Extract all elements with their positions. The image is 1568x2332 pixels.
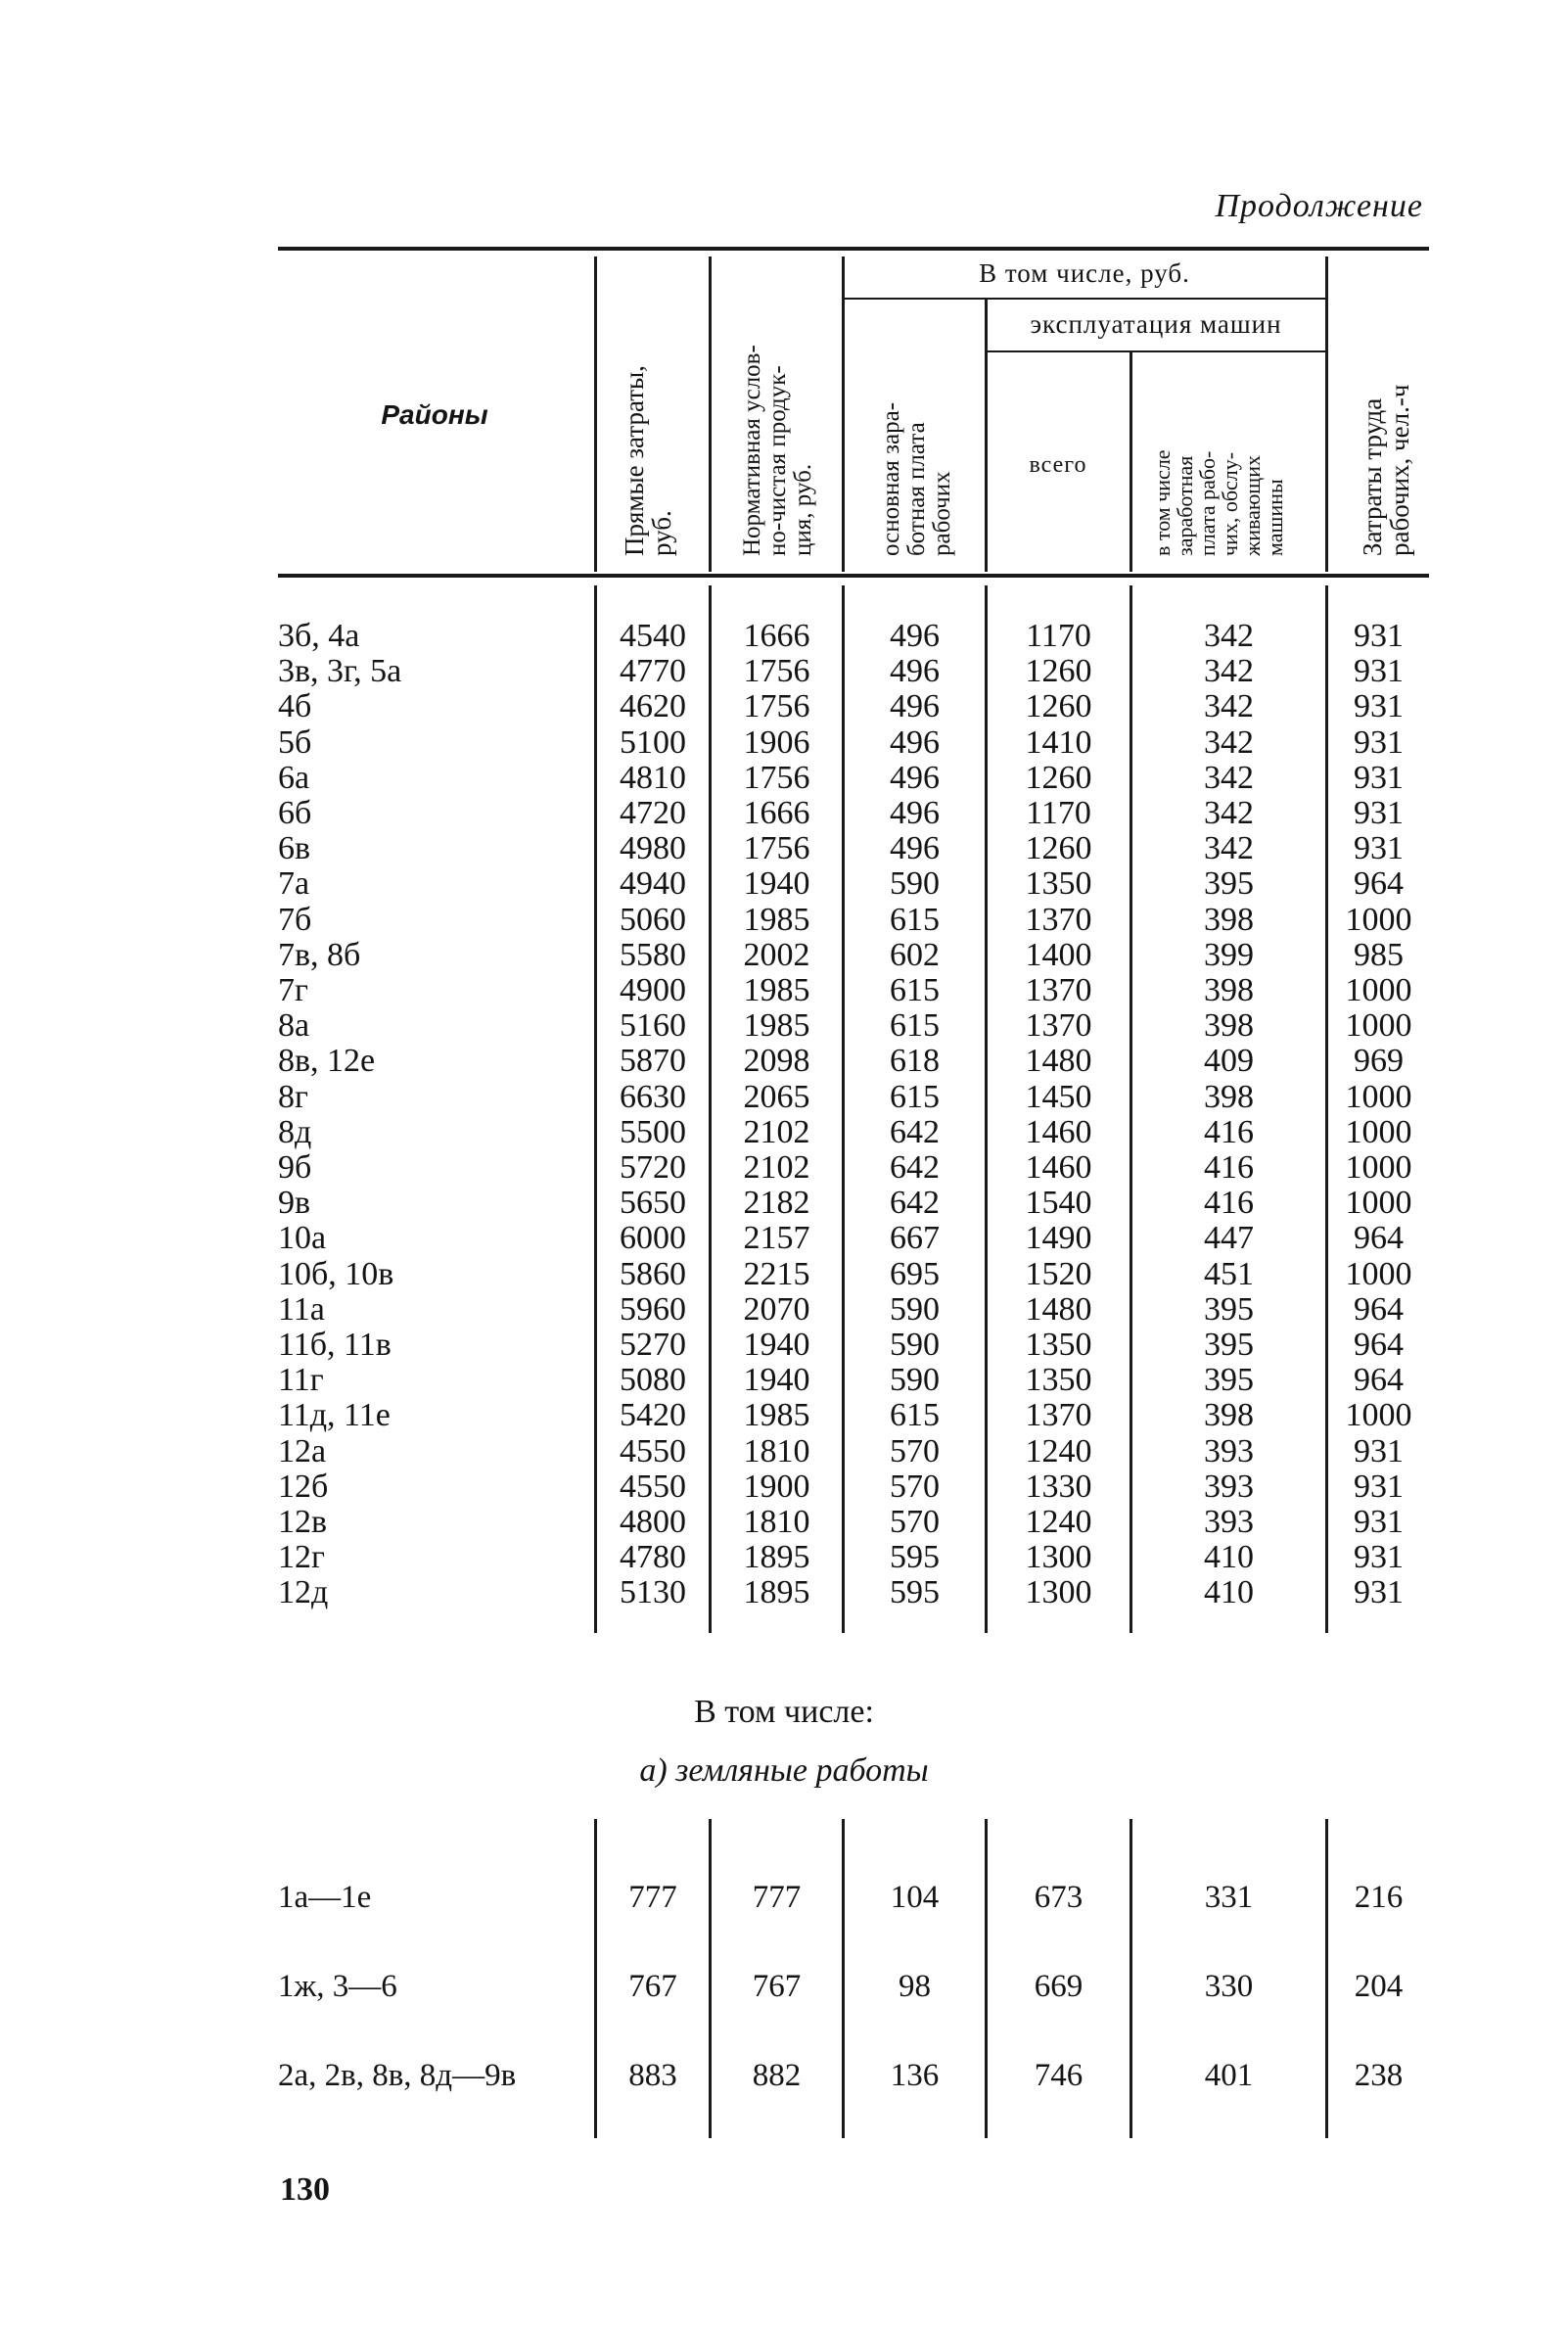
table-row xyxy=(0,1080,1568,1115)
section-heading: В том числе: xyxy=(694,1694,874,1730)
table-row xyxy=(0,1967,1568,2006)
labor-cell: 1000 xyxy=(1345,1007,1412,1045)
mwages-cell: 342 xyxy=(1204,653,1254,690)
mwages-cell: 331 xyxy=(1204,1880,1254,1915)
output-cell: 2098 xyxy=(743,1043,810,1080)
district-cell: 11а xyxy=(278,1290,325,1328)
labor-cell: 931 xyxy=(1354,1539,1404,1576)
direct-cell: 5580 xyxy=(620,936,686,973)
direct-cell: 5870 xyxy=(620,1043,686,1080)
total-cell: 673 xyxy=(1034,1880,1084,1915)
wages-cell: 104 xyxy=(890,1880,940,1915)
wages-cell: 595 xyxy=(890,1574,940,1611)
output-cell: 777 xyxy=(752,1880,802,1915)
district-cell: 6в xyxy=(278,830,311,867)
wages-cell: 615 xyxy=(890,1007,940,1045)
wages-cell: 496 xyxy=(890,618,940,654)
mwages-cell: 410 xyxy=(1204,1539,1254,1576)
output-cell: 1810 xyxy=(743,1504,810,1540)
direct-cell: 5100 xyxy=(620,723,686,761)
output-cell: 2002 xyxy=(743,936,810,973)
output-cell: 1985 xyxy=(743,1397,810,1434)
total-cell: 1170 xyxy=(1026,795,1091,831)
output-cell: 1906 xyxy=(743,723,810,761)
district-cell: 11г xyxy=(278,1362,324,1399)
total-cell: 1370 xyxy=(1025,972,1092,1008)
district-cell: 6б xyxy=(278,795,312,831)
mwages-cell: 395 xyxy=(1204,865,1254,903)
wages-cell: 590 xyxy=(890,865,940,903)
wages-cell: 570 xyxy=(890,1432,940,1469)
output-cell: 1756 xyxy=(743,653,810,690)
total-cell: 746 xyxy=(1034,2058,1084,2093)
labor-cell: 985 xyxy=(1354,936,1404,973)
total-cell: 1480 xyxy=(1025,1290,1092,1328)
wages-cell: 496 xyxy=(890,653,940,690)
mwages-cell: 393 xyxy=(1204,1504,1254,1540)
table-row xyxy=(0,1186,1568,1221)
output-cell: 882 xyxy=(752,2058,802,2093)
mwages-cell: 398 xyxy=(1204,901,1254,938)
col-divider xyxy=(594,257,597,572)
table-row xyxy=(0,1292,1568,1328)
output-cell: 2102 xyxy=(743,1113,810,1150)
continued-label: Продолжение xyxy=(1215,188,1423,224)
labor-cell: 1000 xyxy=(1345,1149,1412,1186)
district-cell: 3в, 3г, 5а xyxy=(278,653,402,690)
total-cell: 1260 xyxy=(1025,688,1092,725)
wages-cell: 496 xyxy=(890,795,940,831)
table-row xyxy=(0,1398,1568,1433)
wages-cell: 590 xyxy=(890,1327,940,1363)
mwages-cell: 342 xyxy=(1204,688,1254,725)
table-row xyxy=(0,1044,1568,1079)
labor-cell: 204 xyxy=(1354,1969,1404,2004)
header-direct-costs: Прямые затраты, руб. xyxy=(620,365,676,556)
wages-cell: 695 xyxy=(890,1255,940,1292)
output-cell: 1940 xyxy=(743,1362,810,1399)
direct-cell: 5650 xyxy=(620,1185,686,1222)
district-cell: 8а xyxy=(278,1007,310,1045)
mwages-cell: 342 xyxy=(1204,795,1254,831)
header-subrule xyxy=(987,350,1325,352)
total-cell: 1300 xyxy=(1025,1539,1092,1576)
table-row xyxy=(0,1469,1568,1505)
total-cell: 1260 xyxy=(1025,759,1092,796)
header-labor-costs: Затраты труда рабочих, чел.-ч xyxy=(1358,384,1414,556)
direct-cell: 5060 xyxy=(620,901,686,938)
total-cell: 1170 xyxy=(1026,618,1091,654)
output-cell: 1940 xyxy=(743,865,810,903)
mwages-cell: 399 xyxy=(1204,936,1254,973)
col-divider xyxy=(842,257,845,572)
district-cell: 1а—1е xyxy=(278,1880,372,1915)
total-cell: 1520 xyxy=(1025,1255,1092,1292)
mwages-cell: 398 xyxy=(1204,1397,1254,1434)
total-cell: 1370 xyxy=(1025,1397,1092,1434)
total-cell: 1460 xyxy=(1025,1149,1092,1186)
table-row xyxy=(0,1221,1568,1256)
output-cell: 2157 xyxy=(743,1220,810,1257)
district-cell: 4б xyxy=(278,688,312,725)
district-cell: 12д xyxy=(278,1574,329,1611)
wages-cell: 496 xyxy=(890,723,940,761)
table-row xyxy=(0,831,1568,866)
mwages-cell: 416 xyxy=(1204,1185,1254,1222)
direct-cell: 5420 xyxy=(620,1397,686,1434)
district-cell: 7г xyxy=(278,972,308,1008)
header-district: Районы xyxy=(381,399,488,430)
district-cell: 12б xyxy=(278,1468,329,1505)
page-number: 130 xyxy=(280,2171,330,2208)
labor-cell: 931 xyxy=(1354,1468,1404,1505)
direct-cell: 4900 xyxy=(620,972,686,1008)
output-cell: 1985 xyxy=(743,901,810,938)
mwages-cell: 330 xyxy=(1204,1969,1254,2004)
output-cell: 1900 xyxy=(743,1468,810,1505)
wages-cell: 570 xyxy=(890,1504,940,1540)
total-cell: 669 xyxy=(1034,1969,1084,2004)
total-cell: 1400 xyxy=(1025,936,1092,973)
table-row xyxy=(0,1540,1568,1575)
mwages-cell: 342 xyxy=(1204,618,1254,654)
labor-cell: 931 xyxy=(1354,1574,1404,1611)
table-row xyxy=(0,1575,1568,1610)
header-machine-operation: эксплуатация машин xyxy=(1030,309,1282,339)
labor-cell: 969 xyxy=(1354,1043,1404,1080)
labor-cell: 1000 xyxy=(1345,1078,1412,1115)
wages-cell: 642 xyxy=(890,1113,940,1150)
wages-cell: 602 xyxy=(890,936,940,973)
district-cell: 12а xyxy=(278,1432,327,1469)
output-cell: 767 xyxy=(752,1969,802,2004)
col-divider xyxy=(1325,257,1328,572)
output-cell: 1666 xyxy=(743,795,810,831)
table-row xyxy=(0,1115,1568,1150)
header-normative-output: Нормативная услов- но-чистая продук- ция, руб. xyxy=(739,345,816,556)
total-cell: 1480 xyxy=(1025,1043,1092,1080)
direct-cell: 5500 xyxy=(620,1113,686,1150)
district-cell: 10а xyxy=(278,1220,327,1257)
labor-cell: 216 xyxy=(1354,1880,1404,1915)
direct-cell: 5270 xyxy=(620,1327,686,1363)
total-cell: 1260 xyxy=(1025,830,1092,867)
labor-cell: 931 xyxy=(1354,759,1404,796)
direct-cell: 6000 xyxy=(620,1220,686,1257)
table-row xyxy=(0,725,1568,761)
direct-cell: 4940 xyxy=(620,865,686,903)
total-cell: 1490 xyxy=(1025,1220,1092,1257)
table-row xyxy=(0,1257,1568,1292)
table-row xyxy=(0,796,1568,831)
mwages-cell: 393 xyxy=(1204,1432,1254,1469)
labor-cell: 964 xyxy=(1354,865,1404,903)
district-cell: 5б xyxy=(278,723,312,761)
direct-cell: 4550 xyxy=(620,1468,686,1505)
direct-cell: 5720 xyxy=(620,1149,686,1186)
labor-cell: 964 xyxy=(1354,1327,1404,1363)
labor-cell: 964 xyxy=(1354,1220,1404,1257)
table-row xyxy=(0,1008,1568,1044)
table-row xyxy=(0,903,1568,938)
mwages-cell: 398 xyxy=(1204,1007,1254,1045)
table-row xyxy=(0,1363,1568,1398)
col-divider xyxy=(1130,352,1132,572)
table-row xyxy=(0,689,1568,724)
total-cell: 1300 xyxy=(1025,1574,1092,1611)
direct-cell: 5080 xyxy=(620,1362,686,1399)
mwages-cell: 409 xyxy=(1204,1043,1254,1080)
district-cell: 10б, 10в xyxy=(278,1255,394,1292)
labor-cell: 1000 xyxy=(1345,1397,1412,1434)
wages-cell: 136 xyxy=(890,2058,940,2093)
table-row xyxy=(0,1505,1568,1540)
district-cell: 11б, 11в xyxy=(278,1327,392,1363)
wages-cell: 496 xyxy=(890,759,940,796)
col-divider xyxy=(709,257,712,572)
total-cell: 1240 xyxy=(1025,1432,1092,1469)
district-cell: 7в, 8б xyxy=(278,936,361,973)
mwages-cell: 342 xyxy=(1204,830,1254,867)
district-cell: 6а xyxy=(278,759,310,796)
mwages-cell: 410 xyxy=(1204,1574,1254,1611)
labor-cell: 931 xyxy=(1354,653,1404,690)
mwages-cell: 416 xyxy=(1204,1149,1254,1186)
total-cell: 1450 xyxy=(1025,1078,1092,1115)
section-subheading: а) земляные работы xyxy=(639,1752,929,1789)
output-cell: 1756 xyxy=(743,759,810,796)
mwages-cell: 401 xyxy=(1204,2058,1254,2093)
total-cell: 1460 xyxy=(1025,1113,1092,1150)
labor-cell: 931 xyxy=(1354,1432,1404,1469)
header-bottom-rule xyxy=(278,574,1429,578)
labor-cell: 931 xyxy=(1354,688,1404,725)
mwages-cell: 393 xyxy=(1204,1468,1254,1505)
header-base-wages: основная зара- ботная плата рабочих xyxy=(878,401,955,556)
output-cell: 2070 xyxy=(743,1290,810,1328)
wages-cell: 615 xyxy=(890,1397,940,1434)
direct-cell: 4540 xyxy=(620,618,686,654)
direct-cell: 6630 xyxy=(620,1078,686,1115)
district-cell: 3б, 4а xyxy=(278,618,360,654)
direct-cell: 5130 xyxy=(620,1574,686,1611)
total-cell: 1260 xyxy=(1025,653,1092,690)
table-row xyxy=(0,654,1568,689)
mwages-cell: 342 xyxy=(1204,759,1254,796)
output-cell: 1756 xyxy=(743,830,810,867)
district-cell: 8д xyxy=(278,1113,312,1150)
mwages-cell: 395 xyxy=(1204,1362,1254,1399)
district-cell: 11д, 11е xyxy=(278,1397,391,1434)
district-cell: 9б xyxy=(278,1149,312,1186)
mwages-cell: 395 xyxy=(1204,1327,1254,1363)
labor-cell: 931 xyxy=(1354,1504,1404,1540)
output-cell: 2065 xyxy=(743,1078,810,1115)
mwages-cell: 398 xyxy=(1204,1078,1254,1115)
wages-cell: 98 xyxy=(899,1969,931,2004)
output-cell: 2102 xyxy=(743,1149,810,1186)
district-cell: 12в xyxy=(278,1504,328,1540)
mwages-cell: 451 xyxy=(1204,1255,1254,1292)
table-row xyxy=(0,2056,1568,2095)
district-cell: 7а xyxy=(278,865,310,903)
wages-cell: 667 xyxy=(890,1220,940,1257)
wages-cell: 590 xyxy=(890,1290,940,1328)
labor-cell: 1000 xyxy=(1345,972,1412,1008)
mwages-cell: 416 xyxy=(1204,1113,1254,1150)
output-cell: 1810 xyxy=(743,1432,810,1469)
mwages-cell: 398 xyxy=(1204,972,1254,1008)
direct-cell: 4720 xyxy=(620,795,686,831)
direct-cell: 883 xyxy=(628,2058,677,2093)
table-row xyxy=(0,619,1568,654)
mwages-cell: 447 xyxy=(1204,1220,1254,1257)
direct-cell: 4810 xyxy=(620,759,686,796)
wages-cell: 615 xyxy=(890,901,940,938)
district-cell: 8в, 12е xyxy=(278,1043,376,1080)
district-cell: 1ж, 3—6 xyxy=(278,1969,397,2004)
table-row xyxy=(0,1328,1568,1363)
table-row xyxy=(0,1434,1568,1469)
labor-cell: 1000 xyxy=(1345,1185,1412,1222)
wages-cell: 570 xyxy=(890,1468,940,1505)
table-row xyxy=(0,938,1568,973)
direct-cell: 4800 xyxy=(620,1504,686,1540)
district-cell: 2а, 2в, 8в, 8д—9в xyxy=(278,2058,517,2093)
total-cell: 1240 xyxy=(1025,1504,1092,1540)
wages-cell: 642 xyxy=(890,1185,940,1222)
labor-cell: 238 xyxy=(1354,2058,1404,2093)
output-cell: 1666 xyxy=(743,618,810,654)
output-cell: 1940 xyxy=(743,1327,810,1363)
output-cell: 1756 xyxy=(743,688,810,725)
wages-cell: 595 xyxy=(890,1539,940,1576)
total-cell: 1330 xyxy=(1025,1468,1092,1505)
mwages-cell: 395 xyxy=(1204,1290,1254,1328)
direct-cell: 5860 xyxy=(620,1255,686,1292)
district-cell: 12г xyxy=(278,1539,325,1576)
table-top-rule xyxy=(278,247,1429,251)
table-row xyxy=(0,1878,1568,1917)
direct-cell: 4550 xyxy=(620,1432,686,1469)
wages-cell: 590 xyxy=(890,1362,940,1399)
direct-cell: 5960 xyxy=(620,1290,686,1328)
table-row xyxy=(0,866,1568,902)
wages-cell: 618 xyxy=(890,1043,940,1080)
total-cell: 1540 xyxy=(1025,1185,1092,1222)
labor-cell: 931 xyxy=(1354,830,1404,867)
total-cell: 1350 xyxy=(1025,865,1092,903)
district-cell: 8г xyxy=(278,1078,308,1115)
labor-cell: 1000 xyxy=(1345,1255,1412,1292)
total-cell: 1370 xyxy=(1025,901,1092,938)
output-cell: 1895 xyxy=(743,1574,810,1611)
header-subrule xyxy=(844,298,1325,300)
direct-cell: 4620 xyxy=(620,688,686,725)
direct-cell: 5160 xyxy=(620,1007,686,1045)
header-machine-wages: в том числе заработная плата рабо- чих, обслу- живающих машины xyxy=(1150,449,1287,556)
district-cell: 9в xyxy=(278,1185,311,1222)
labor-cell: 1000 xyxy=(1345,901,1412,938)
header-total: всего xyxy=(1029,452,1087,478)
labor-cell: 931 xyxy=(1354,795,1404,831)
wages-cell: 496 xyxy=(890,688,940,725)
table-row xyxy=(0,1150,1568,1186)
output-cell: 2215 xyxy=(743,1255,810,1292)
total-cell: 1350 xyxy=(1025,1327,1092,1363)
total-cell: 1410 xyxy=(1025,723,1092,761)
direct-cell: 777 xyxy=(628,1880,677,1915)
direct-cell: 4980 xyxy=(620,830,686,867)
wages-cell: 642 xyxy=(890,1149,940,1186)
direct-cell: 4770 xyxy=(620,653,686,690)
output-cell: 1985 xyxy=(743,1007,810,1045)
output-cell: 2182 xyxy=(743,1185,810,1222)
table-row xyxy=(0,761,1568,796)
header-including-group: В том числе, руб. xyxy=(979,258,1190,288)
labor-cell: 964 xyxy=(1354,1362,1404,1399)
output-cell: 1985 xyxy=(743,972,810,1008)
wages-cell: 615 xyxy=(890,972,940,1008)
labor-cell: 964 xyxy=(1354,1290,1404,1328)
total-cell: 1350 xyxy=(1025,1362,1092,1399)
district-cell: 7б xyxy=(278,901,312,938)
labor-cell: 931 xyxy=(1354,618,1404,654)
table-row xyxy=(0,973,1568,1008)
direct-cell: 4780 xyxy=(620,1539,686,1576)
labor-cell: 1000 xyxy=(1345,1113,1412,1150)
col-divider xyxy=(985,300,988,572)
wages-cell: 615 xyxy=(890,1078,940,1115)
labor-cell: 931 xyxy=(1354,723,1404,761)
mwages-cell: 342 xyxy=(1204,723,1254,761)
total-cell: 1370 xyxy=(1025,1007,1092,1045)
wages-cell: 496 xyxy=(890,830,940,867)
direct-cell: 767 xyxy=(628,1969,677,2004)
output-cell: 1895 xyxy=(743,1539,810,1576)
